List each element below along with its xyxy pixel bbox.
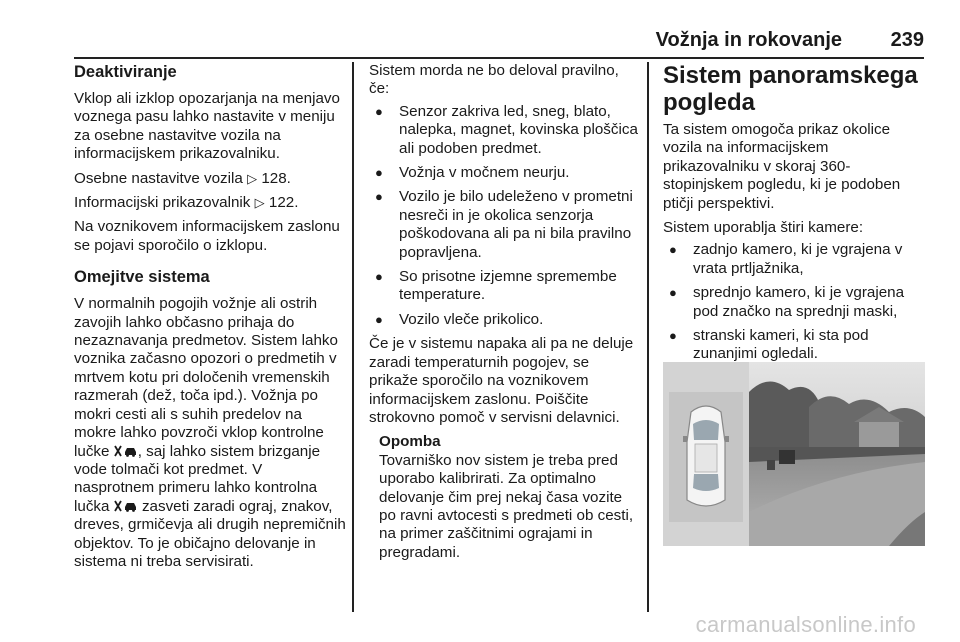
paragraph-deactivation: Vklop ali izklop opozarjanja na menjavo voznega pasu lahko nastavite v meniju za osebne nastavitve vozila na informacijskem prikazovalniku.: [74, 90, 340, 163]
paragraph-cameras-intro: Sistem uporablja štiri kamere:: [663, 219, 864, 237]
conditions-list: [369, 103, 641, 329]
rear-camera-view: [749, 362, 925, 546]
paragraph-off-message: Na voznikovem informacijskem zaslonu se pojavi sporočilo o izklopu.: [74, 218, 340, 254]
car-top-view-icon: [663, 362, 749, 546]
camera-scene-icon: [749, 362, 925, 546]
column-right: [663, 62, 925, 370]
birdseye-view: [663, 362, 749, 546]
paragraph-conditions-intro: Sistem morda ne bo deloval pravilno, če:: [369, 62, 619, 98]
paragraph-fault-message: Če je v sistemu napaka ali pa ne deluje zaradi temperaturnih pogojev, se prikaže sporočilo na voznikovem informacijskem zaslonu. Poiščite strokovno pomoč v servisni delavnici.: [369, 335, 634, 426]
heading-surround-view: Sistem panoramskega pogleda: [663, 62, 918, 116]
list-item: ● sprednjo kamero, ki je vgrajena pod značko na sprednji maski,: [663, 284, 925, 321]
ref-personal-settings[interactable]: [74, 170, 346, 188]
note-box: [369, 433, 641, 562]
ref-page: 122.: [268, 194, 299, 212]
watermark: carmanualsonline.info: [695, 612, 916, 637]
ref-info-display[interactable]: [74, 194, 346, 212]
column-middle: [369, 62, 641, 562]
triangle-right-icon: ▷: [247, 170, 258, 186]
column-divider-2: [647, 62, 649, 612]
list-item: ● Vožnja v močnem neurju.: [369, 164, 641, 182]
heading-deactivation: Deaktiviranje: [74, 63, 177, 81]
paragraph-limitations: V normalnih pogojih vožnje ali ostrih zavojih lahko občasno prihaja do nezaznavanja predmetov. Sistem lahko voznika začasno opozori o predmetih v mrtvem kotu pri določenih vremenskih razmerah (dež, toča ipd.). Vožnja po mokri cesti ali s suhih predelov na mokre lahko povzroči vklop kontrolne lučke , saj lahko sistem brizganje vode tolmači kot predmet. V nasprotnem primeru lahko kontrolna lučka zasveti zaradi ograj, znakov, dreves, grmičevja ali drugih nepremičnih objektov. To je običajno delovanje in sistema ni treba servisirati.: [74, 295, 346, 570]
triangle-right-icon: ▷: [254, 195, 265, 211]
paragraph-surround-intro: Ta sistem omogoča prikaz okolice vozila na informacijskem prikazovalniku v skoraj 360-stopinjskem pogledu, ki je podoben ptičji perspektivi.: [663, 121, 901, 212]
note-title: Opomba: [379, 433, 441, 451]
list-item: ● Senzor zakriva led, sneg, blato, nalepka, magnet, kovinska ploščica ali podoben predmet.: [369, 103, 641, 158]
column-divider-1: [352, 62, 354, 612]
ref-text: Osebne nastavitve vozila: [74, 169, 243, 187]
list-item: ● zadnjo kamero, ki je vgrajena v vrata prtljažnika,: [663, 241, 925, 278]
page-number: 239: [890, 29, 924, 51]
list-item: ● Vozilo vleče prikolico.: [369, 311, 641, 329]
ref-text: Informacijski prikazovalnik: [74, 194, 251, 212]
list-item: ● Vozilo je bilo udeleženo v prometni nesreči in je okolica senzorja poškodovana ali pa ni bila pravilno popravljena.: [369, 188, 641, 262]
heading-limitations: Omejitve sistema: [74, 268, 210, 287]
note-text: Tovarniško nov sistem je treba pred uporabo kalibrirati. Za optimalno delovanje čim prej nekaj časa vozite po ravni avtocesti s predmeti ob cesti, na primer zaščitnimi ograjami in pregradami.: [379, 451, 634, 561]
chapter-title: Vožnja in rokovanje: [655, 29, 842, 51]
list-item: ● stranski kameri, ki sta pod zunanjimi ogledali.: [663, 327, 925, 364]
ref-page: 128.: [261, 169, 291, 187]
list-item: ● So prisotne izjemne spremembe temperature.: [369, 268, 641, 305]
surround-view-illustration: [663, 362, 925, 546]
page-header: [0, 26, 960, 56]
cameras-list: [663, 241, 925, 363]
header-rule: [74, 57, 924, 59]
side-blind-zone-warning-icon: [114, 500, 138, 512]
column-left: [74, 62, 346, 577]
side-blind-zone-warning-icon: [114, 445, 138, 457]
